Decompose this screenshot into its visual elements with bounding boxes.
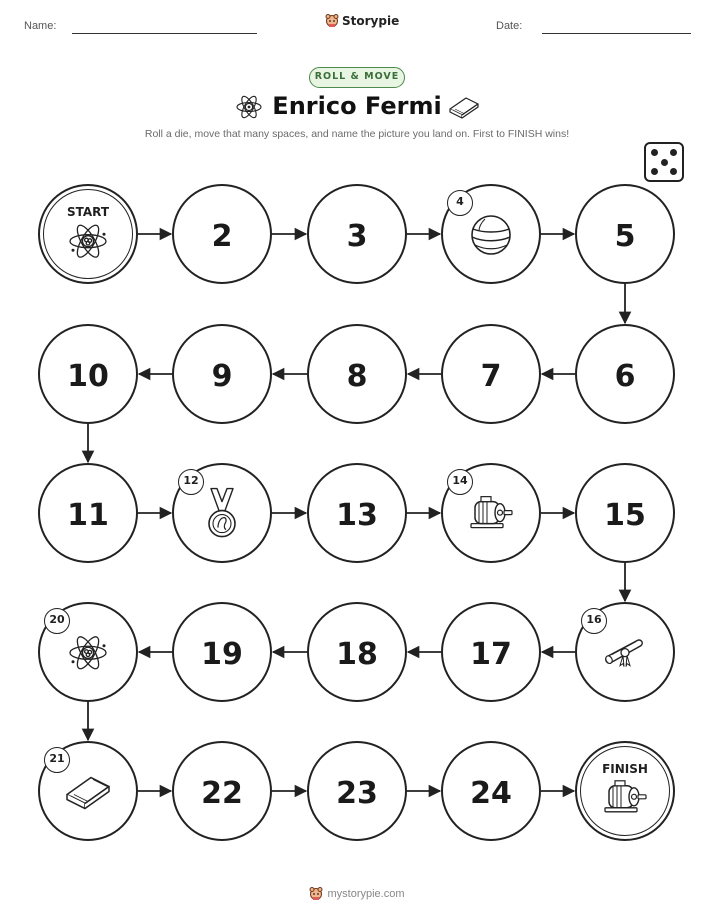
board-space-4[interactable]: [441, 184, 541, 284]
board-space-11[interactable]: [38, 463, 138, 563]
space-number: 5: [614, 219, 636, 254]
space-number: 17: [470, 637, 512, 672]
start-label: START: [66, 205, 110, 219]
space-number: 22: [201, 776, 243, 811]
board-space-23[interactable]: [307, 741, 407, 841]
space-number-badge: 12: [178, 469, 204, 495]
planet-ball-icon: [468, 212, 514, 262]
space-number: 13: [336, 498, 378, 533]
atom-icon: [67, 632, 109, 678]
medal-icon: [202, 487, 242, 547]
space-number: 15: [604, 498, 646, 533]
space-number-badge: 14: [447, 469, 473, 495]
footer-site: mystorypie.com: [327, 887, 405, 900]
page-title: Enrico Fermi: [272, 92, 442, 120]
board-space-2[interactable]: [172, 184, 272, 284]
space-number: 8: [346, 359, 368, 394]
board-space-3[interactable]: [307, 184, 407, 284]
footer: [0, 886, 714, 901]
space-number-badge: 16: [581, 608, 607, 634]
space-number: 23: [336, 776, 378, 811]
space-number-badge: 4: [447, 190, 473, 216]
instructions: Roll a die, move that many spaces, and name the picture you land on. First to FINISH wins!: [144, 128, 570, 140]
space-number: 19: [201, 637, 243, 672]
book-icon: [63, 773, 113, 815]
space-number-badge: 21: [44, 747, 70, 773]
space-number: 2: [211, 219, 233, 254]
board-space-24[interactable]: [441, 741, 541, 841]
date-label: Date:: [496, 20, 523, 32]
atom-icon: [67, 220, 109, 266]
board-space-10[interactable]: [38, 324, 138, 424]
board-space-18[interactable]: [307, 602, 407, 702]
board-space-13[interactable]: [307, 463, 407, 563]
space-number: 11: [67, 498, 109, 533]
space-number: 10: [67, 359, 109, 394]
motor-icon: [467, 494, 515, 538]
finish-space[interactable]: [575, 741, 675, 841]
space-number: 9: [211, 359, 233, 394]
board-space-9[interactable]: [172, 324, 272, 424]
board-space-20[interactable]: [38, 602, 138, 702]
game-type-tag: ROLL & MOVE: [309, 67, 405, 88]
board-space-22[interactable]: [172, 741, 272, 841]
board-space-15[interactable]: [575, 463, 675, 563]
diploma-icon: [601, 633, 649, 677]
name-label: Name:: [24, 20, 57, 32]
motor-icon: [601, 778, 649, 822]
board-space-16[interactable]: [575, 602, 675, 702]
space-number: 7: [480, 359, 502, 394]
board-space-8[interactable]: [307, 324, 407, 424]
board-space-12[interactable]: [172, 463, 272, 563]
storypie-mascot-icon: [309, 886, 323, 901]
board-space-6[interactable]: [575, 324, 675, 424]
space-number-badge: 20: [44, 608, 70, 634]
board-space-17[interactable]: [441, 602, 541, 702]
space-number: 18: [336, 637, 378, 672]
space-number: 24: [470, 776, 512, 811]
space-number: 6: [614, 359, 636, 394]
board-space-21[interactable]: [38, 741, 138, 841]
board-space-14[interactable]: [441, 463, 541, 563]
board-space-5[interactable]: [575, 184, 675, 284]
board-space-7[interactable]: [441, 324, 541, 424]
brand-name: Storypie: [342, 13, 400, 28]
start-space[interactable]: [38, 184, 138, 284]
space-number: 3: [346, 219, 368, 254]
board-space-19[interactable]: [172, 602, 272, 702]
finish-label: FINISH: [602, 762, 648, 776]
